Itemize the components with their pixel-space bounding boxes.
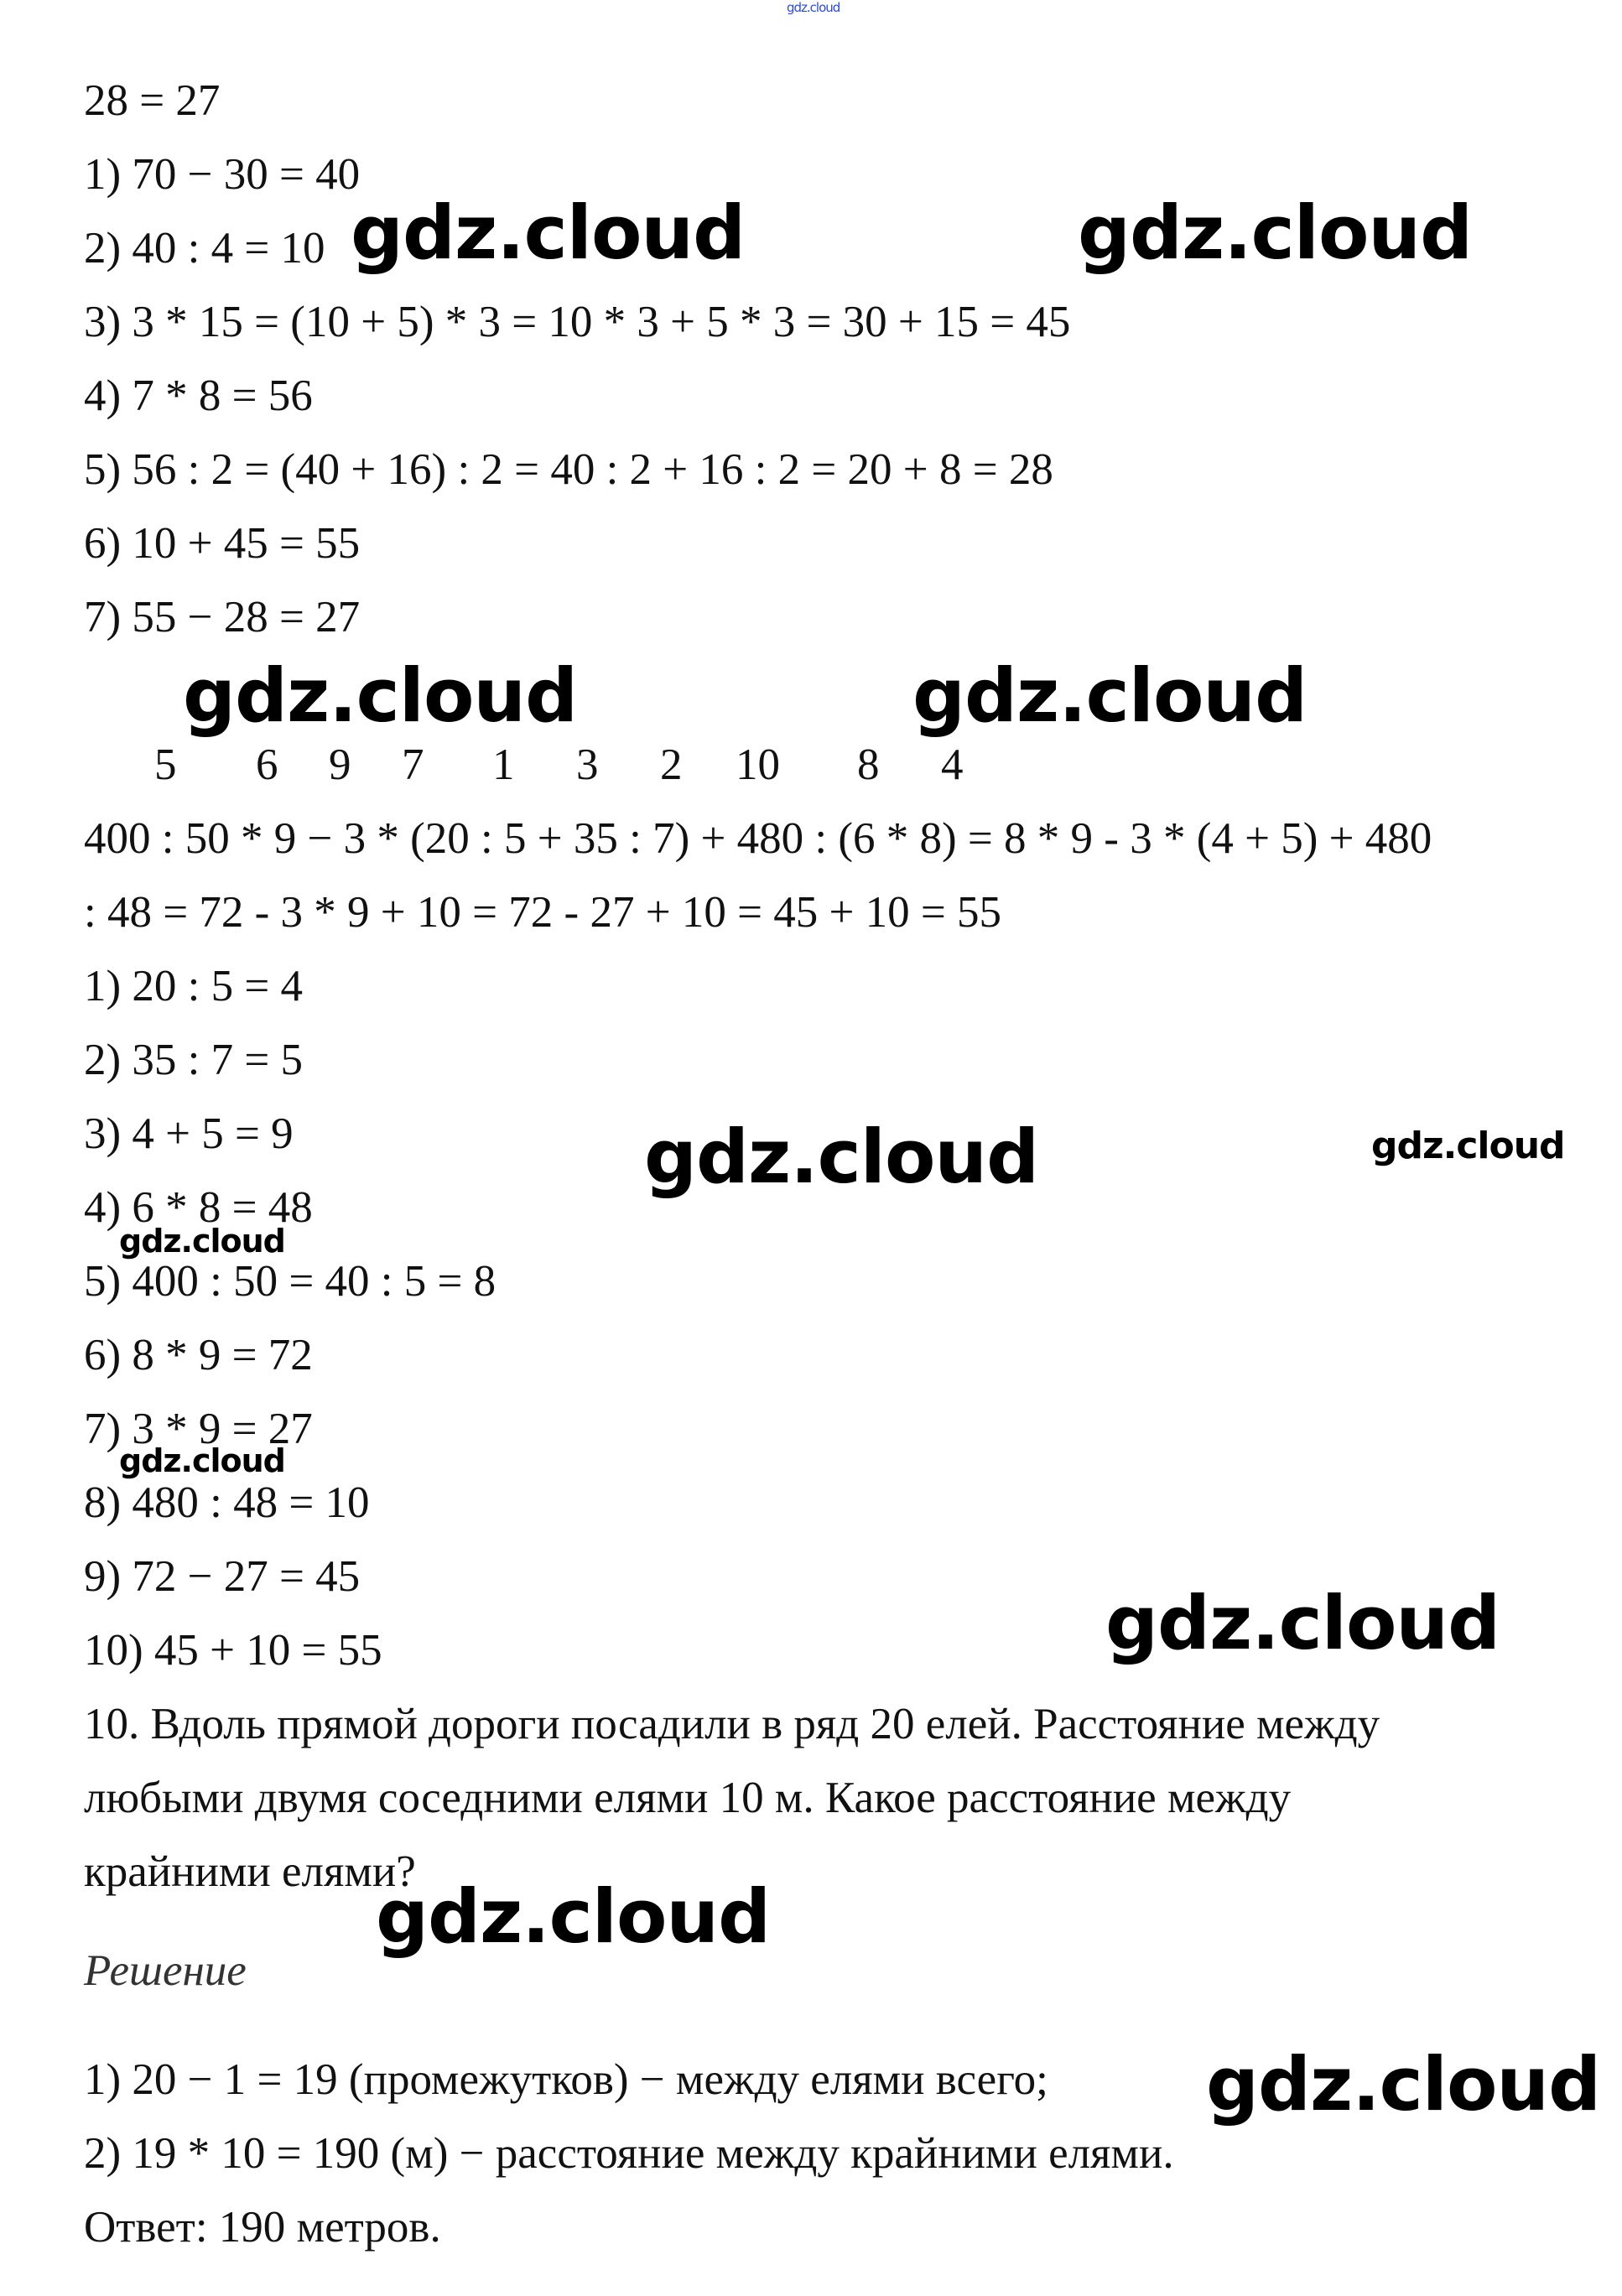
problem-text: крайними елями? — [84, 1847, 416, 1896]
order-number: 3 — [576, 740, 599, 789]
order-number: 2 — [660, 740, 683, 789]
order-number: 4 — [941, 740, 964, 789]
solution-line: 1) 20 − 1 = 19 (промежутков) − между елями всего; — [84, 2055, 1048, 2104]
expression-line: : 48 = 72 - 3 * 9 + 10 = 72 - 27 + 10 = 45 + 10 = 55 — [84, 888, 1002, 937]
calc-line: 7) 55 − 28 = 27 — [84, 593, 361, 642]
calc-line: 6) 10 + 45 = 55 — [84, 519, 361, 568]
expression-line: 400 : 50 * 9 − 3 * (20 : 5 + 35 : 7) + 480 : (6 * 8) = 8 * 9 - 3 * (4 + 5) + 480 — [84, 814, 1432, 863]
watermark: gdz.cloud — [376, 1873, 771, 1960]
watermark: gdz.cloud — [183, 652, 578, 739]
watermark: gdz.cloud — [644, 1114, 1039, 1200]
calc-line: 5) 56 : 2 = (40 + 16) : 2 = 40 : 2 + 16 : 2 = 20 + 8 = 28 — [84, 445, 1053, 494]
problem-text: любыми двумя соседними елями 10 м. Какое расстояние между — [84, 1774, 1292, 1822]
watermark: gdz.cloud — [1105, 1580, 1500, 1666]
order-number: 5 — [154, 740, 177, 789]
order-number: 7 — [402, 740, 424, 789]
calc-line: 28 = 27 — [84, 76, 221, 125]
order-number: 6 — [256, 740, 278, 789]
calc-line: 3) 3 * 15 = (10 + 5) * 3 = 10 * 3 + 5 * 3 = 30 + 15 = 45 — [84, 298, 1071, 346]
watermark: gdz.cloud — [119, 1442, 285, 1479]
calc-line: 2) 40 : 4 = 10 — [84, 224, 325, 273]
step-line: 10) 45 + 10 = 55 — [84, 1626, 382, 1675]
step-line: 2) 35 : 7 = 5 — [84, 1036, 304, 1084]
problem-text: 10. Вдоль прямой дороги посадили в ряд 20 елей. Расстояние между — [84, 1700, 1380, 1748]
answer-line: Ответ: 190 метров. — [84, 2203, 441, 2252]
watermark: gdz.cloud — [119, 1223, 285, 1260]
step-line: 4) 6 * 8 = 48 — [84, 1183, 313, 1232]
step-line: 8) 480 : 48 = 10 — [84, 1478, 370, 1527]
calc-line: 4) 7 * 8 = 56 — [84, 371, 313, 420]
watermark: gdz.cloud — [912, 652, 1307, 739]
watermark: gdz.cloud — [1371, 1125, 1565, 1167]
solution-line: 2) 19 * 10 = 190 (м) − расстояние между крайними елями. — [84, 2129, 1174, 2178]
watermark: gdz.cloud — [351, 190, 746, 276]
order-number: 8 — [857, 740, 880, 789]
step-line: 9) 72 − 27 = 45 — [84, 1552, 361, 1601]
step-line: 7) 3 * 9 = 27 — [84, 1405, 313, 1453]
header-watermark: gdz.cloud — [787, 0, 840, 15]
solution-heading: Решение — [84, 1946, 247, 1995]
watermark: gdz.cloud — [1206, 2041, 1601, 2127]
watermark: gdz.cloud — [1078, 190, 1473, 276]
step-line: 3) 4 + 5 = 9 — [84, 1109, 294, 1158]
order-number: 9 — [329, 740, 351, 789]
step-line: 5) 400 : 50 = 40 : 5 = 8 — [84, 1257, 496, 1306]
order-number: 1 — [492, 740, 515, 789]
step-line: 6) 8 * 9 = 72 — [84, 1331, 313, 1379]
order-number: 10 — [736, 740, 780, 789]
calc-line: 1) 70 − 30 = 40 — [84, 150, 361, 199]
step-line: 1) 20 : 5 = 4 — [84, 962, 304, 1010]
